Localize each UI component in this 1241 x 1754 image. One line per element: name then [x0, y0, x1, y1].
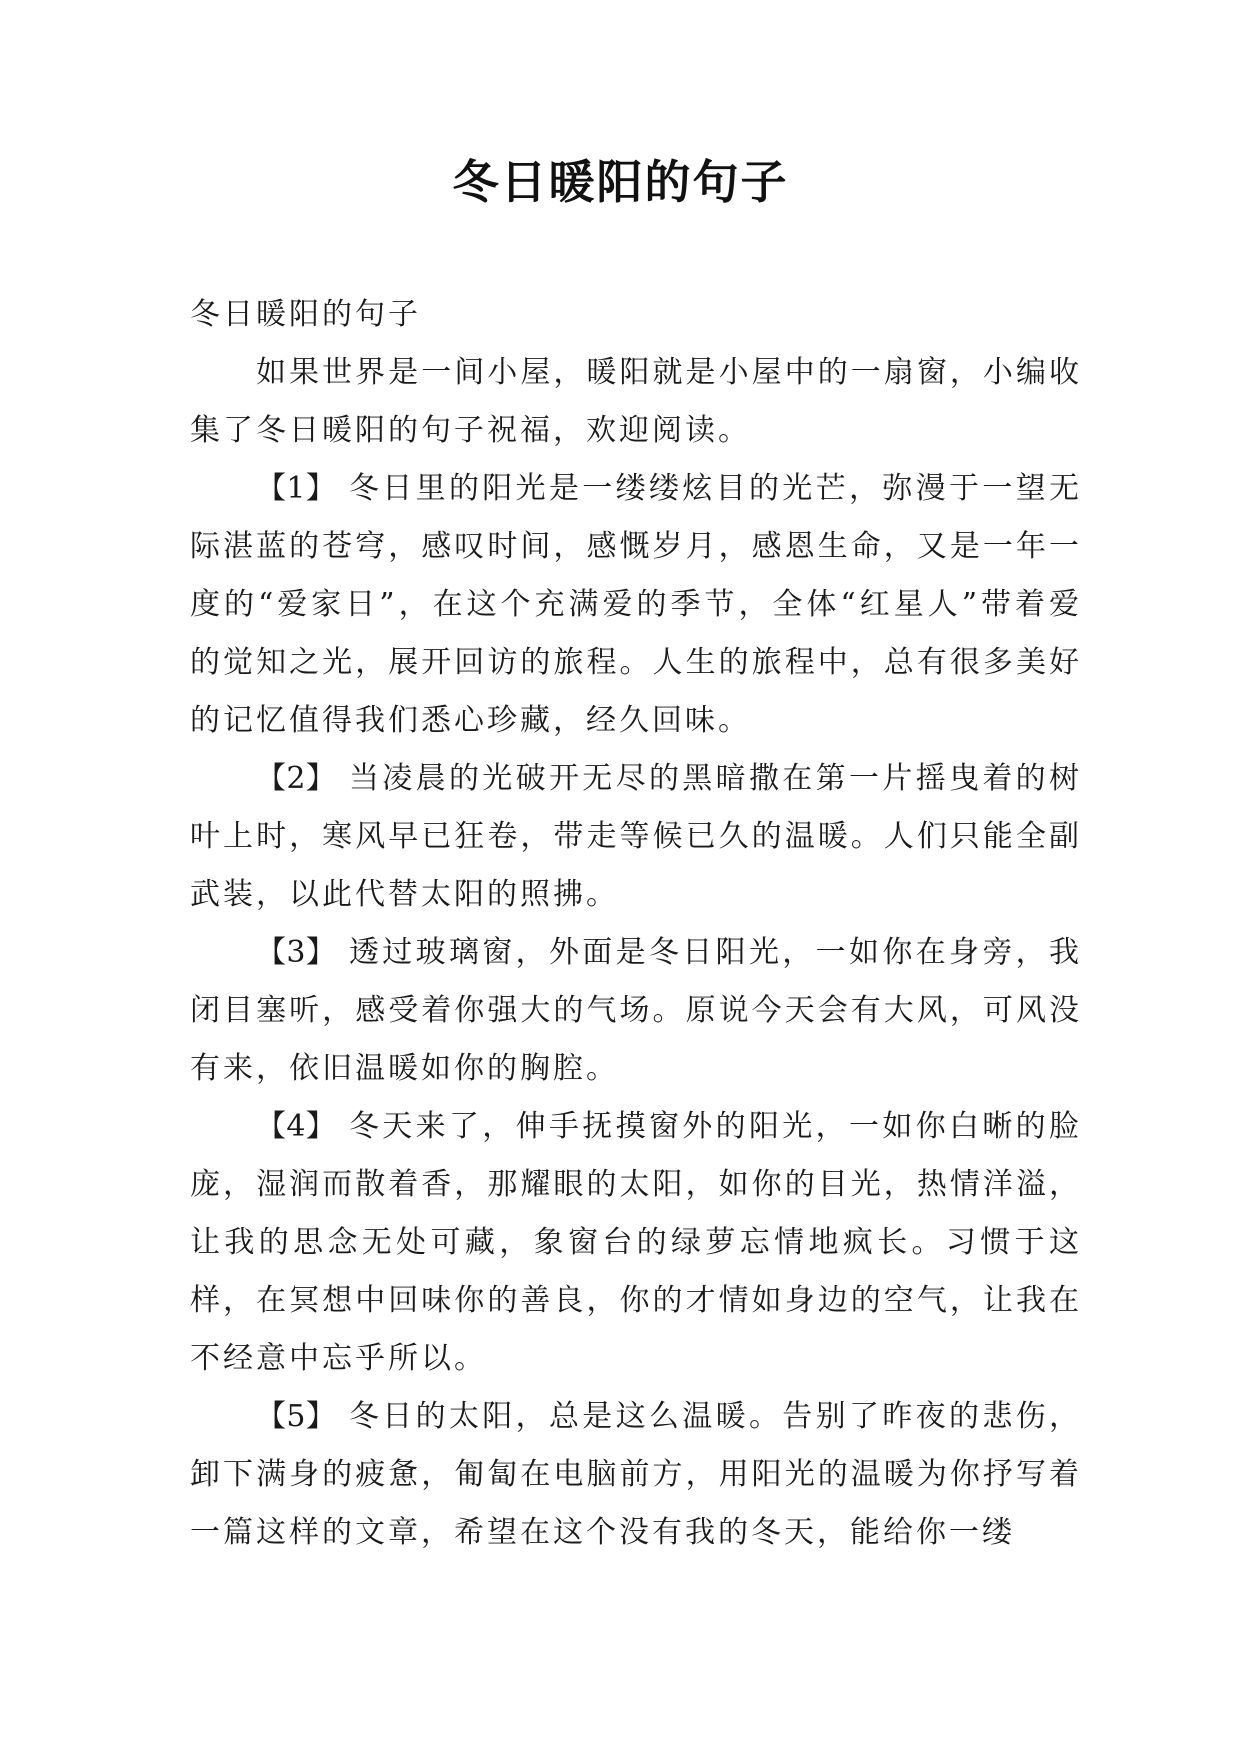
document-subtitle: 冬日暖阳的句子 [190, 297, 421, 332]
list-item [190, 750, 1082, 924]
item-text: 冬日的太阳，总是这么温暖。告别了昨夜的悲伤，卸下满身的疲惫，匍匐在电脑前方，用阳光的温暖为你抒写着一篇这样的文章，希望在这个没有我的冬天，能给你一缕 [190, 1399, 1082, 1550]
item-number: 【5】 [256, 1399, 337, 1434]
intro-paragraph: 如果世界是一间小屋，暖阳就是小屋中的一扇窗，小编收集了冬日暖阳的句子祝福，欢迎阅读。 [190, 355, 1082, 448]
item-number: 【3】 [256, 935, 337, 970]
item-text: 冬天来了，伸手抚摸窗外的阳光，一如你白晰的脸庞，湿润而散着香，那耀眼的太阳，如你的目光，热情洋溢，让我的思念无处可藏，象窗台的绿萝忘情地疯长。习惯于这样，在冥想中回味你的善良，你的才情如身边的空气，让我在不经意中忘乎所以。 [190, 1109, 1082, 1376]
item-number: 【4】 [256, 1109, 337, 1144]
item-number: 【2】 [256, 761, 337, 796]
document-body [190, 286, 1082, 1562]
list-item [190, 1098, 1082, 1388]
item-number: 【1】 [256, 471, 337, 506]
list-item [190, 924, 1082, 1098]
list-item [190, 1388, 1082, 1562]
list-item [190, 460, 1082, 750]
item-text: 透过玻璃窗，外面是冬日阳光，一如你在身旁，我闭目塞听，感受着你强大的气场。原说今天会有大风，可风没有来，依旧温暖如你的胸腔。 [190, 935, 1082, 1086]
item-text: 当凌晨的光破开无尽的黑暗撒在第一片摇曳着的树叶上时，寒风早已狂卷，带走等候已久的温暖。人们只能全副武装，以此代替太阳的照拂。 [190, 761, 1082, 912]
item-text: 冬日里的阳光是一缕缕炫目的光芒，弥漫于一望无际湛蓝的苍穹，感叹时间，感慨岁月，感恩生命，又是一年一度的“爱家日”，在这个充满爱的季节，全体“红星人”带着爱的觉知之光，展开回访的旅程。人生的旅程中，总有很多美好的记忆值得我们悉心珍藏，经久回味。 [190, 471, 1082, 738]
document-title: 冬日暖阳的句子 [452, 155, 789, 209]
